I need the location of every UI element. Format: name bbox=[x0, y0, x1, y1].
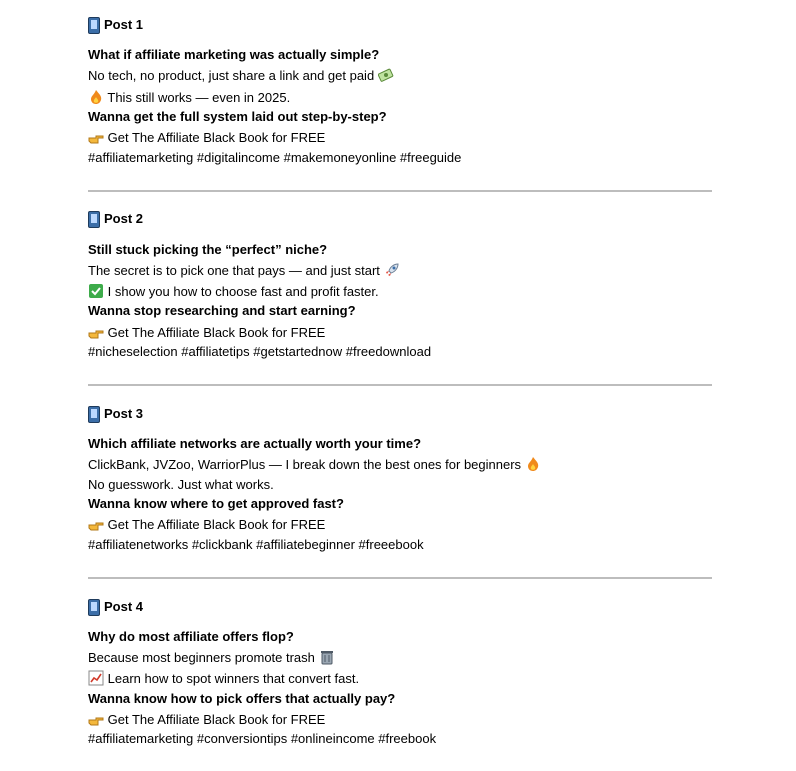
fire-icon bbox=[88, 89, 104, 105]
post-body-line: I show you how to choose fast and profit faster. bbox=[88, 283, 379, 301]
mobile-phone-icon bbox=[88, 17, 100, 34]
post-body-line: The secret is to pick one that pays — and just start bbox=[88, 262, 400, 280]
trash-icon bbox=[319, 649, 335, 665]
post-cta-link[interactable]: Get The Affiliate Black Book for FREE bbox=[88, 129, 325, 147]
post-hashtags: #nicheselection #affiliatetips #getstartednow #freedownload bbox=[88, 344, 432, 359]
divider bbox=[88, 384, 712, 386]
post-body-line: ClickBank, JVZoo, WarriorPlus — I break down the best ones for beginners bbox=[88, 456, 541, 474]
post-title bbox=[88, 598, 143, 616]
post-cta-question: Wanna know where to get approved fast? bbox=[88, 496, 344, 511]
check-icon bbox=[88, 283, 104, 299]
post-body-line: No guesswork. Just what works. bbox=[88, 477, 274, 492]
post-title bbox=[88, 210, 143, 228]
divider bbox=[88, 577, 712, 579]
post-headline: Still stuck picking the “perfect” niche? bbox=[88, 242, 328, 257]
post-body-line: Learn how to spot winners that convert fast. bbox=[88, 670, 359, 688]
post-body-line: Because most beginners promote trash bbox=[88, 649, 335, 667]
money-icon bbox=[378, 67, 394, 83]
post-cta-link[interactable]: Get The Affiliate Black Book for FREE bbox=[88, 516, 325, 534]
fire-icon bbox=[525, 456, 541, 472]
post-body-line: No tech, no product, just share a link and get paid bbox=[88, 67, 394, 85]
post-title bbox=[88, 16, 143, 34]
post-title-text: Post 4 bbox=[104, 599, 144, 614]
mobile-phone-icon bbox=[88, 406, 100, 423]
post-headline: Why do most affiliate offers flop? bbox=[88, 629, 294, 644]
post-title bbox=[88, 405, 143, 423]
post-hashtags: #affiliatemarketing #conversiontips #onlineincome #freebook bbox=[88, 731, 437, 746]
post-cta-question: Wanna stop researching and start earning? bbox=[88, 303, 356, 318]
post-cta-link[interactable]: Get The Affiliate Black Book for FREE bbox=[88, 711, 325, 729]
post-title-text: Post 1 bbox=[104, 17, 144, 32]
pointing-hand-icon bbox=[88, 711, 104, 727]
pointing-hand-icon bbox=[88, 129, 104, 145]
post-title-text: Post 3 bbox=[104, 406, 144, 421]
post-hashtags: #affiliatenetworks #clickbank #affiliatebeginner #freeebook bbox=[88, 537, 424, 552]
post-body-line: This still works — even in 2025. bbox=[88, 89, 290, 107]
post-title-text: Post 2 bbox=[104, 211, 144, 226]
pointing-hand-icon bbox=[88, 324, 104, 340]
mobile-phone-icon bbox=[88, 599, 100, 616]
post-headline: Which affiliate networks are actually worth your time? bbox=[88, 436, 422, 451]
post-hashtags: #affiliatemarketing #digitalincome #makemoneyonline #freeguide bbox=[88, 150, 462, 165]
chart-icon bbox=[88, 670, 104, 686]
post-headline: What if affiliate marketing was actually simple? bbox=[88, 47, 380, 62]
post-cta-question: Wanna get the full system laid out step-by-step? bbox=[88, 109, 387, 124]
rocket-icon bbox=[384, 262, 400, 278]
post-cta-link[interactable]: Get The Affiliate Black Book for FREE bbox=[88, 324, 325, 342]
post-cta-question: Wanna know how to pick offers that actually pay? bbox=[88, 691, 396, 706]
divider bbox=[88, 190, 712, 192]
pointing-hand-icon bbox=[88, 516, 104, 532]
mobile-phone-icon bbox=[88, 211, 100, 228]
